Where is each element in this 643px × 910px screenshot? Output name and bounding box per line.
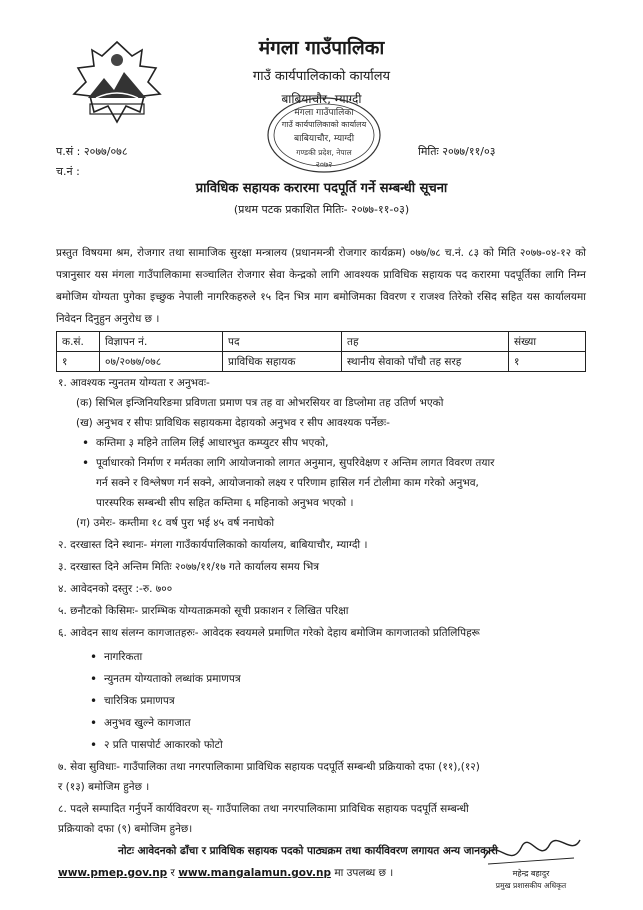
section-1-bullet-2-cont: गर्न सक्ने र विश्लेषण गर्न सक्ने, आयोजनाको लक्ष्य र परिणाम हासिल गर्न टोलीमा काम गरेको अनुभव, bbox=[96, 477, 479, 489]
cell-post: प्राविधिक सहायक bbox=[223, 352, 342, 372]
section-1-title: १. आवश्यक न्युनतम योग्यता र अनुभवः- bbox=[58, 377, 210, 389]
vacancy-table bbox=[56, 331, 586, 372]
cell-count: १ bbox=[509, 352, 586, 372]
note-joiner: र bbox=[167, 867, 179, 879]
col-header-post: पद bbox=[223, 332, 342, 352]
section-2: २. दरखास्त दिने स्थानः- मंगला गाउँकार्यपालिकाको कार्यालय, बाबियाचौर, म्याग्दी । bbox=[58, 539, 368, 551]
stamp-line-2: गाउँ कार्यपालिकाको कार्यालय bbox=[281, 120, 367, 129]
signatory-name: महेन्द्र बहादुर bbox=[512, 869, 550, 878]
col-header-sn: क.सं. bbox=[57, 332, 100, 352]
section-1-bullet-1: • कम्तिमा ३ महिने तालिम लिई आधारभुत कम्प्युटर सीप भएको, bbox=[96, 436, 328, 450]
section-4: ४. आवेदनको दस्तुर :-रु. ७०० bbox=[58, 583, 173, 595]
section-8: ८. पदले सम्पादित गर्नुपर्ने कार्यविवरण स्- गाउँपालिका तथा नगरपालिकामा प्राविधिक सहायक पदपूर्ति सम्बन्धी bbox=[58, 803, 469, 815]
ref-number: प.सं : २०७७/०७८ bbox=[56, 145, 128, 158]
section-8-cont: प्रक्रियाको दफा (९) बमोजिम हुनेछ। bbox=[58, 823, 193, 835]
cell-sn: १ bbox=[57, 352, 100, 372]
cell-ad-no: ०७/२०७७/०७८ bbox=[100, 352, 223, 372]
section-1-kha: (ख) अनुभव र सीपः प्राविधिक सहायकमा देहायको अनुभव र सीप आवश्यक पर्नेछः- bbox=[76, 417, 390, 429]
section-1-bullet-2: • पूर्वाधारको निर्माण र मर्मतका लागि आयोजनाको लागत अनुमान, सुपरिवेक्षण र अन्तिम लागत विवरण तयार bbox=[96, 456, 494, 470]
page-title: मंगला गाउँपालिका bbox=[258, 37, 385, 59]
stamp-line-1: मंगला गाउँपालिका bbox=[294, 108, 354, 118]
note-text: नोटः आवेदनको ढाँचा र प्राविधिक सहायक पदको पाठ्यक्रम तथा कार्यविवरण लगायत अन्य जानकारी bbox=[118, 845, 498, 857]
letter-date: मितिः २०७७/११/०३ bbox=[418, 145, 496, 158]
section-1-ga: (ग) उमेरः- कम्तीमा १८ वर्ष पुरा भई ४५ वर्ष ननाघेको bbox=[76, 517, 275, 529]
signatory-title: प्रमुख प्रशासकीय अधिकृत bbox=[495, 881, 567, 890]
signature bbox=[476, 828, 586, 892]
table-header-row bbox=[57, 332, 586, 352]
col-header-ad-no: विज्ञापन नं. bbox=[100, 332, 223, 352]
office-address: बाबियाचौर, म्याग्दी bbox=[281, 92, 362, 106]
document-item: • नागरिकता bbox=[104, 650, 142, 664]
dispatch-number: च.नं : bbox=[56, 165, 80, 178]
mangalamun-link[interactable]: www.mangalamun.gov.np bbox=[178, 867, 331, 879]
cell-level: स्थानीय सेवाको पाँचौ तह सरह bbox=[342, 352, 509, 372]
document-item: • २ प्रति पासपोर्ट आकारको फोटो bbox=[104, 738, 223, 752]
note-tail: मा उपलब्ध छ । bbox=[330, 867, 394, 879]
official-stamp bbox=[265, 95, 383, 175]
col-header-count: संख्या bbox=[509, 332, 586, 352]
col-header-level: तह bbox=[342, 332, 509, 352]
document-item: • अनुभव खुल्ने कागजात bbox=[104, 716, 191, 730]
section-5: ५. छनौटको किसिमः- प्रारम्भिक योग्यताक्रमको सूची प्रकाशन र लिखित परिक्षा bbox=[58, 605, 349, 617]
document-item: • चारित्रिक प्रमाणपत्र bbox=[104, 694, 175, 708]
note-links bbox=[58, 866, 393, 880]
stamp-year: २०७२ bbox=[315, 160, 333, 169]
document-item: • न्युनतम योग्यताको लब्धांक प्रमाणपत्र bbox=[104, 672, 241, 686]
section-7: ७. सेवा सुविधाः- गाउँपालिका तथा नगरपालिकामा प्राविधिक सहायक पदपूर्ति सम्बन्धी प्रक्रियाको दफा (११),(१२) bbox=[58, 761, 480, 773]
stamp-line-3: बाबियाचौर, म्याग्दी bbox=[293, 134, 355, 144]
intro-paragraph: प्रस्तुत विषयमा श्रम, रोजगार तथा सामाजिक सुरक्षा मन्त्रालय (प्रधानमन्त्री रोजगार कार्यक्रम) ०७७/७८ च.नं. ८३ को मिति २०७७-०४-१२ को पत्रानुसार यस मंगला गाउँपालिकामा सञ्चालित रोजगार सेवा केन्द्रको लागि आवश्यक प्राविधिक सहायक पद करारमा पदपूर्तिका लागि निम्न बमोजिम योग्यता पुगेका इच्छुक नेपाली नागरिकहरुले १५ दिन भित्र माग बमोजिमका विवरण र राजश्व तिरेको रसिद सहित यस कार्यालयमा निवेदन दिनुहुन अनुरोध छ । bbox=[56, 247, 586, 325]
section-1-ka: (क) सिभिल इन्जिनियरिङमा प्रविणता प्रमाण पत्र तह वा ओभरसियर वा डिप्लोमा तह उतिर्ण भएको bbox=[76, 397, 444, 409]
stamp-line-4: गण्डकी प्रदेश, नेपाल bbox=[296, 148, 352, 157]
office-name: गाउँ कार्यपालिकाको कार्यालय bbox=[252, 69, 391, 84]
section-6: ६. आवेदन साथ संलग्न कागजातहरुः- आवेदक स्वयमले प्रमाणित गरेको देहाय बमोजिम कागजातको प्रतिलिपिहरू bbox=[58, 627, 480, 639]
pmep-link[interactable]: www.pmep.gov.np bbox=[58, 867, 168, 879]
section-1-bullet-2-end: पारस्परिक सम्बन्धी सीप सहित कम्तिमा ६ महिनाको अनुभव भएको । bbox=[96, 497, 354, 509]
section-7-cont: र (१३) बमोजिम हुनेछ । bbox=[58, 781, 150, 793]
section-3: ३. दरखास्त दिने अन्तिम मितिः २०७७/११/१७ गते कार्यालय समय भित्र bbox=[58, 561, 320, 573]
notice-subtitle: (प्रथम पटक प्रकाशित मितिः- २०७७-११-०३) bbox=[233, 203, 410, 216]
notice-title: प्राविधिक सहायक करारमा पदपूर्ति गर्ने सम्बन्धी सूचना bbox=[195, 181, 448, 196]
table-row bbox=[57, 352, 586, 372]
